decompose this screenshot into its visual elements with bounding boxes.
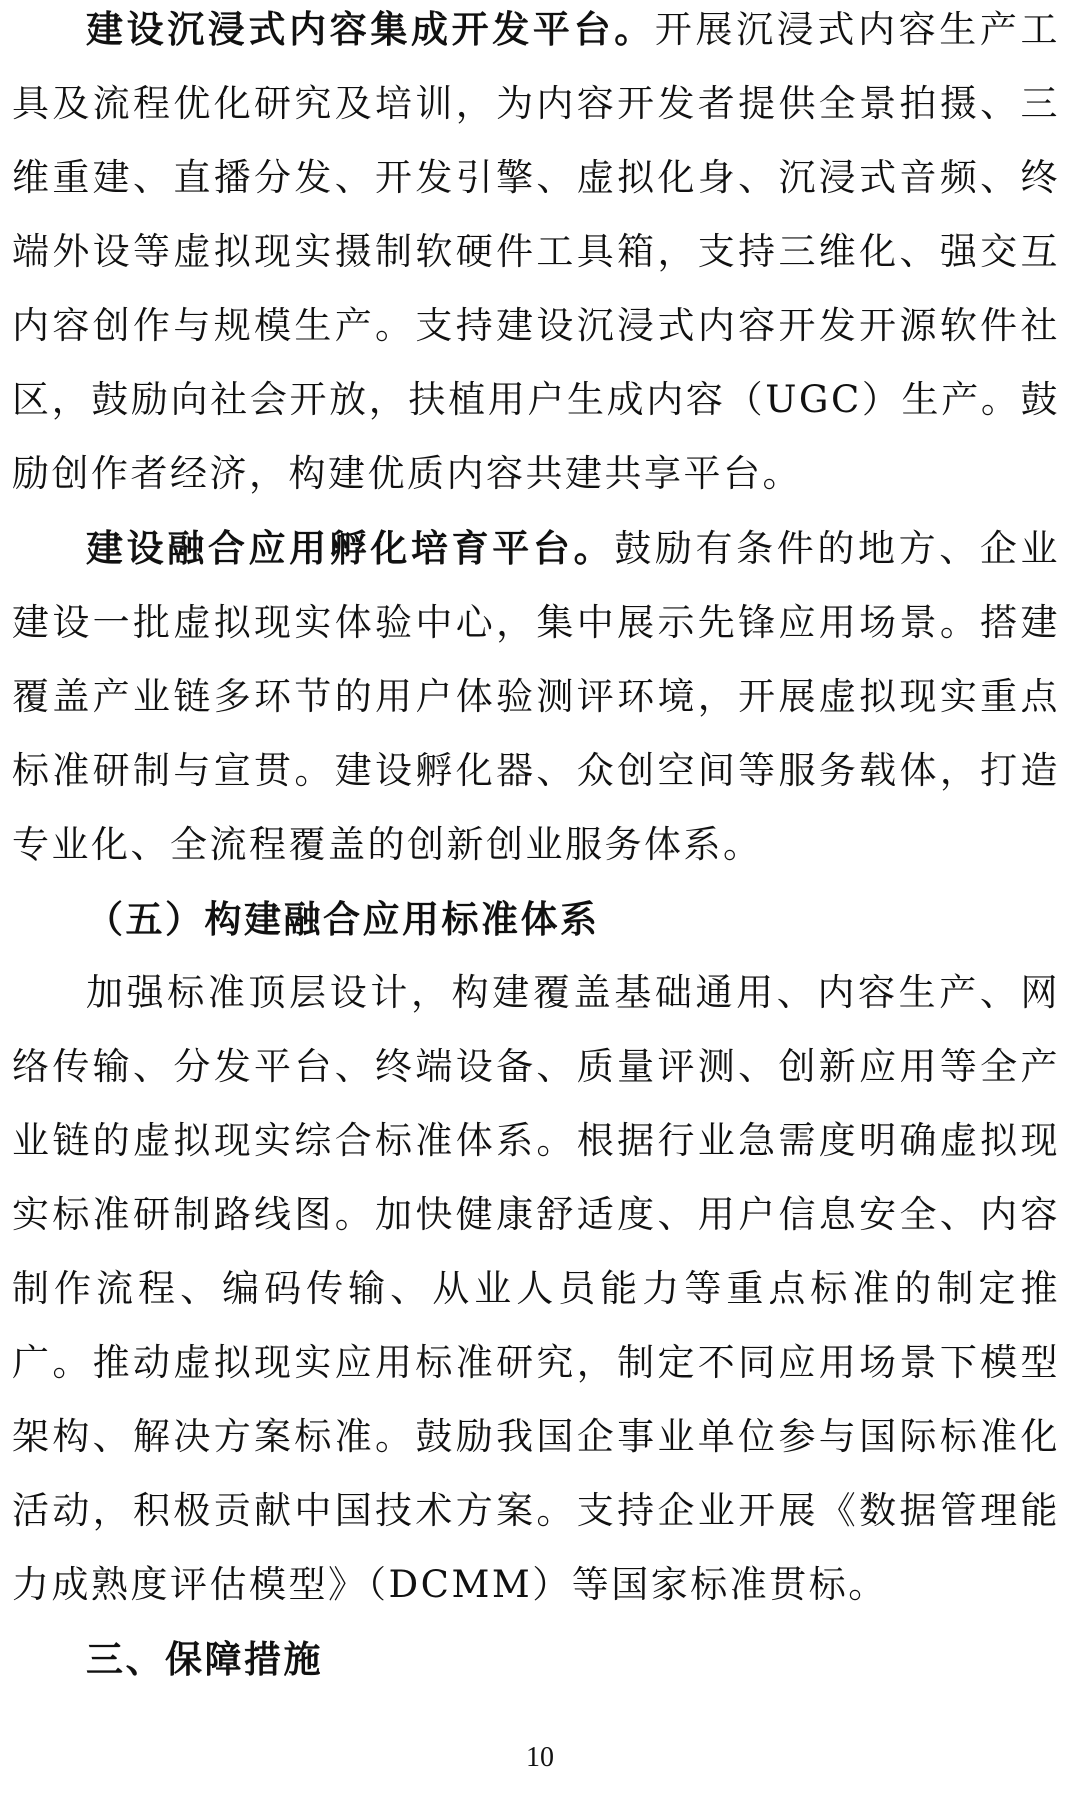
paragraph-lead: 建设融合应用孵化培育平台。 (86, 526, 615, 570)
paragraph-immersive-platform (12, 0, 1060, 511)
subheading: （五）构建融合应用标准体系 (86, 897, 600, 941)
paragraph-standards: 加强标准顶层设计，构建覆盖基础通用、内容生产、网络传输、分发平台、终端设备、质量评测、创新应用等全产业链的虚拟现实综合标准体系。根据行业急需度明确虚拟现实标准研制路线图。加快健康舒适度、用户信息安全、内容制作流程、编码传输、从业人员能力等重点标准的制定推广。推动虚拟现实应用标准研究，制定不同应用场景下模型架构、解决方案标准。鼓励我国企事业单位参与国际标准化活动，积极贡献中国技术方案。支持企业开展《数据管理能力成熟度评估模型》（DCMM）等国家标准贯标。 (12, 971, 1060, 1606)
paragraph-body: 鼓励有条件的地方、企业建设一批虚拟现实体验中心，集中展示先锋应用场景。搭建覆盖产业链多环节的用户体验测评环境，开展虚拟现实重点标准研制与宣贯。建设孵化器、众创空间等服务载体，打造专业化、全流程覆盖的创新创业服务体系。 (12, 527, 1061, 866)
section-heading: 三、保障措施 (86, 1637, 323, 1681)
paragraph-body: 开展沉浸式内容生产工具及流程优化研究及培训，为内容开发者提供全景拍摄、三维重建、直播分发、开发引擎、虚拟化身、沉浸式音频、终端外设等虚拟现实摄制软硬件工具箱，支持三维化、强交互内容创作与规模生产。支持建设沉浸式内容开发开源软件社区，鼓励向社会开放，扶植用户生成内容（UGC）生产。鼓励创作者经济，构建优质内容共建共享平台。 (12, 8, 1061, 495)
paragraph-lead: 建设沉浸式内容集成开发平台。 (86, 7, 655, 51)
paragraph-incubation-platform (12, 511, 1060, 882)
page-number: 10 (526, 1742, 554, 1773)
